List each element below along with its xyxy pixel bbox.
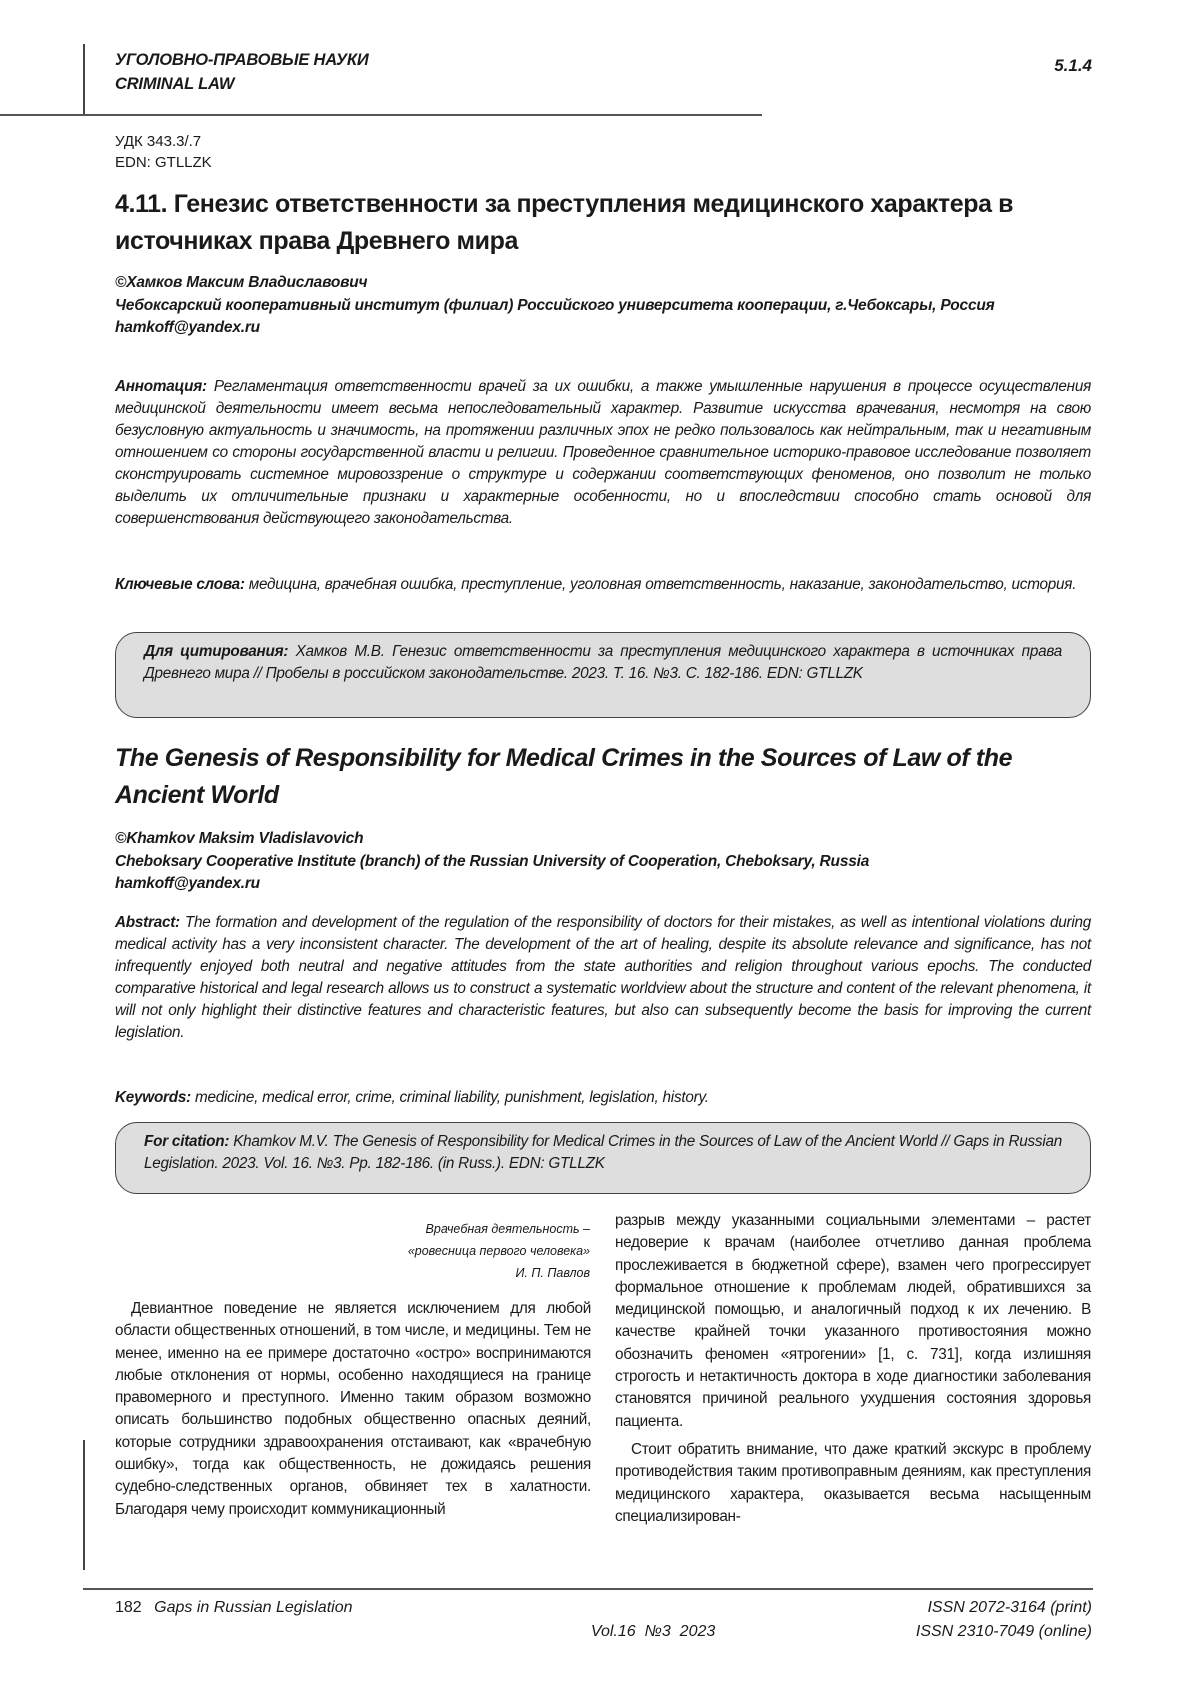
citation-label: Для цитирования: (144, 643, 288, 660)
body-paragraph: Девиантное поведение не является исключением для любой области общественных отношений, в том числе, и медицины. Тем не менее, именно на ее примере достаточно «остро» воспринимаются любые отклонения от нормы, особенно находящиеся на границе правомерного и преступного. Именно таким образом возможно описать большинство подобных общественно опасных деяний, которые сотрудники здравоохранения отстаивают, как «врачебную ошибку», тогда как общественность, не дожидаясь решения судебно-следственных органов, обвиняет тех в халатности. Благодаря чему происходит коммуникационный (115, 1298, 591, 1521)
abstract-en (115, 912, 1091, 1044)
abstract-text: Регламентация ответственности врачей за их ошибки, а также умышленные нарушения в процессе осуществления медицинской деятельности имеет весьма непоследовательный характер. Развитие искусства врачевания, несмотря на свою безусловную актуальность и значимость, на протяжении различных эпох не редко пользовалось как нейтральным, так и негативным отношением со стороны государственной власти и религии. Проведенное сравнительное историко-правовое исследование позволяет сконструировать системное мировоззрение о структуре и содержании соответствующих феноменов, оно позволит не только выделить их отличительные признаки и характерные особенности, но и впоследствии способно стать основой для совершенствования действующего законодательства. (115, 378, 1091, 527)
footer-rule (83, 1588, 1093, 1590)
abstract-label: Аннотация: (115, 378, 207, 395)
keywords-text: medicine, medical error, crime, criminal liability, punishment, legislation, history. (195, 1089, 709, 1106)
citation-text: Khamkov M.V. The Genesis of Responsibility for Medical Crimes in the Sources of Law of the Ancient World // Gaps in Russian Legislation. 2023. Vol. 16. №3. Pp. 182-186. (in Russ.). EDN: GTLLZK (144, 1133, 1062, 1172)
footer-left (115, 1596, 353, 1620)
edn: EDN: GTLLZK (115, 152, 212, 173)
author-email[interactable]: hamkoff@yandex.ru (115, 317, 1105, 340)
specialty-code: 5.1.4 (1054, 56, 1092, 76)
body-column-left (115, 1298, 591, 1521)
header-rule (0, 114, 762, 116)
epigraph-line: Врачебная деятельность – (300, 1218, 590, 1240)
keywords-ru (115, 574, 1091, 596)
keywords-label: Keywords: (115, 1089, 191, 1106)
epigraph-line: «ровесница первого человека» (300, 1240, 590, 1262)
citation-box-ru (115, 632, 1091, 718)
epigraph (300, 1218, 590, 1284)
article-meta (115, 131, 212, 173)
footer-issn (916, 1596, 1092, 1644)
keywords-text: медицина, врачебная ошибка, преступление, уголовная ответственность, наказание, законодательство, история. (249, 576, 1077, 593)
keywords-en (115, 1087, 1091, 1109)
abstract-text: The formation and development of the regulation of the responsibility of doctors for their mistakes, as well as intentional violations during medical activity has a very inconsistent character. The development of the art of healing, despite its absolute relevance and significance, has not infrequently enjoyed both neutral and negative attitudes from the state authorities and religion throughout various epochs. The conducted comparative historical and legal research allows us to construct a systematic worldview about the structure and content of the relevant phenomena, it will not only highlight their distinctive features and characteristic features, but also can subsequently become the basis for improving the current legislation. (115, 914, 1091, 1041)
body-column-right (615, 1210, 1091, 1528)
section-ru: УГОЛОВНО-ПРАВОВЫЕ НАУКИ (115, 48, 369, 72)
citation-text: Хамков М.В. Генезис ответственности за преступления медицинского характера в источниках права Древнего мира // Пробелы в российском законодательстве. 2023. Т. 16. №3. С. 182-186. EDN: GTLLZK (144, 643, 1062, 682)
article-title-en: The Genesis of Responsibility for Medical Crimes in the Sources of Law of the Ancient World (115, 740, 1105, 814)
citation-box-en (115, 1122, 1091, 1194)
citation-label: For citation: (144, 1133, 229, 1150)
body-paragraph: Стоит обратить внимание, что даже краткий экскурс в проблему противодействия таким противоправным деяниям, как преступления медицинского характера, оказывается весьма насыщенным специализирован- (615, 1439, 1091, 1528)
abstract-ru (115, 376, 1091, 530)
author-block-ru (115, 272, 1105, 340)
section-heading (115, 48, 369, 96)
author-email[interactable]: hamkoff@yandex.ru (115, 873, 1105, 896)
udk: УДК 343.3/.7 (115, 131, 212, 152)
article-title-ru: 4.11. Генезис ответственности за преступления медицинского характера в источниках права Древнего мира (115, 186, 1095, 260)
footer-issue (582, 1596, 715, 1644)
author-name: ©Хамков Максим Владиславович (115, 272, 1105, 295)
author-affiliation: Чебоксарский кооперативный институт (филиал) Российского университета кооперации, г.Чебоксары, Россия (115, 295, 1105, 318)
margin-rule-bottom (83, 1440, 85, 1570)
page-number: 182 (115, 1599, 142, 1616)
epigraph-author: И. П. Павлов (300, 1262, 590, 1284)
issn-print: ISSN 2072-3164 (print) (916, 1596, 1092, 1620)
issue-info: Vol.16 №3 2023 (591, 1623, 715, 1640)
margin-rule-top (83, 44, 85, 116)
abstract-label: Abstract: (115, 914, 180, 931)
author-affiliation: Cheboksary Cooperative Institute (branch) of the Russian University of Cooperation, Cheboksary, Russia (115, 851, 1105, 874)
keywords-label: Ключевые слова: (115, 576, 245, 593)
journal-name: Gaps in Russian Legislation (154, 1599, 352, 1616)
author-name: ©Khamkov Maksim Vladislavovich (115, 828, 1105, 851)
author-block-en (115, 828, 1105, 896)
section-en: CRIMINAL LAW (115, 72, 369, 96)
body-paragraph: разрыв между указанными социальными элементами – растет недоверие к врачам (наиболее отчетливо данная проблема прослеживается в бюджетной сфере), взамен чего прогрессирует формальное отношение к проблемам людей, обратившихся за медицинской помощью, и аналогичный подход к их лечению. В качестве крайней точки указанного противостояния можно обозначить феномен «ятрогении» [1, с. 731], когда излишняя строгость и нетактичность доктора в ходе диагностики заболевания становятся причиной реального ухудшения состояния здоровья пациента. (615, 1210, 1091, 1433)
issn-online: ISSN 2310-7049 (online) (916, 1620, 1092, 1644)
